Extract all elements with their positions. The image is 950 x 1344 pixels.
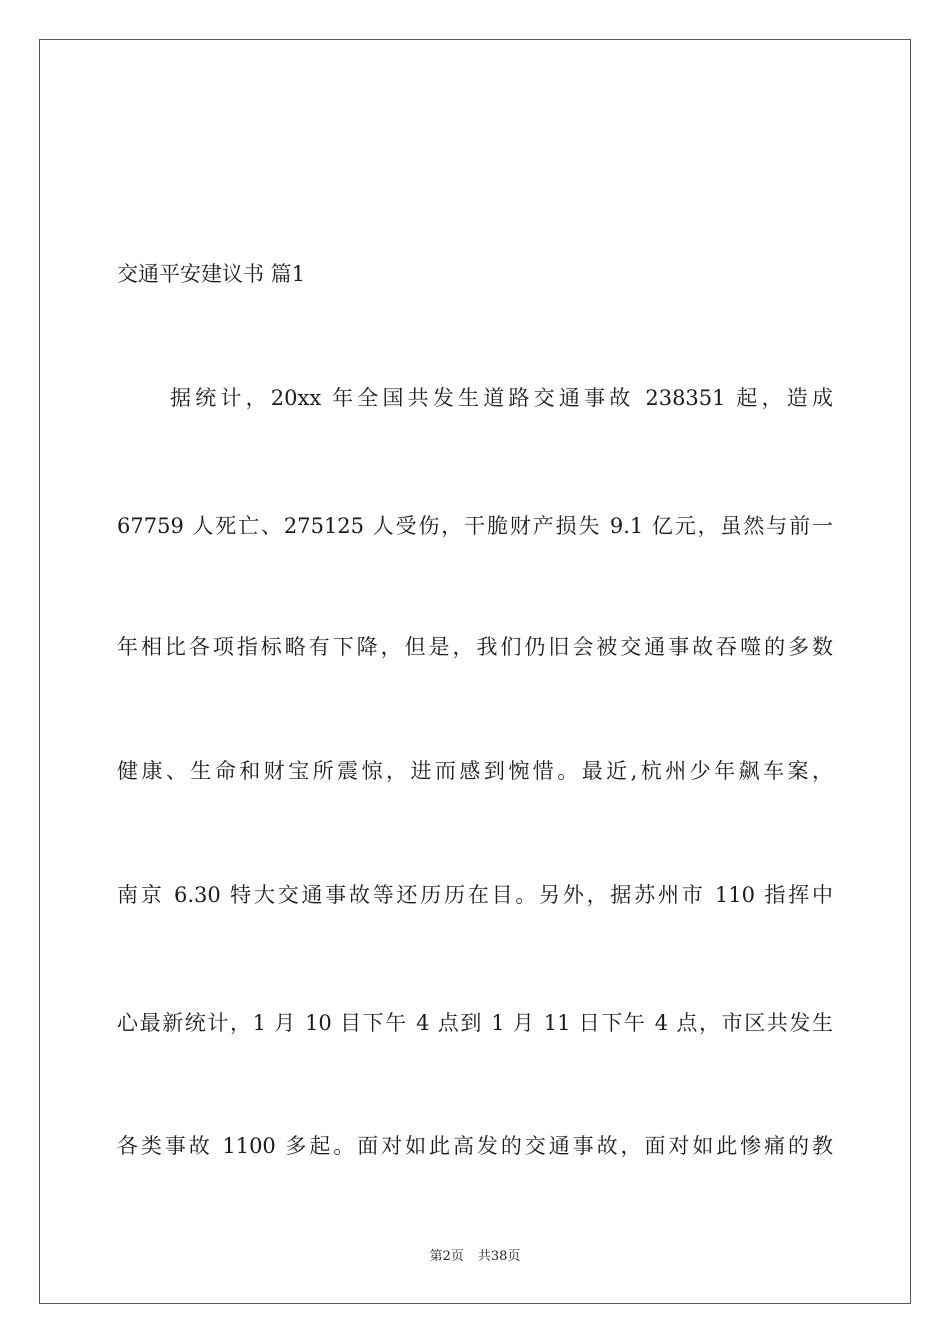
body-line-6: 心最新统计，1 月 10 目下午 4 点到 1 月 11 日下午 4 点，市区共发生: [117, 1011, 833, 1035]
body-line-3: 年相比各项指标略有下降，但是，我们仍旧会被交通事故吞噬的多数: [117, 635, 833, 659]
page-frame: [39, 39, 911, 1304]
page-footer: [0, 1248, 950, 1266]
page-number: 第2页: [429, 1249, 464, 1264]
body-line-5: 南京 6.30 特大交通事故等还历历在目。另外，据苏州市 110 指挥中: [117, 883, 833, 907]
body-line-4: 健康、生命和财宝所震惊，进而感到惋惜。最近,杭州少年飙车案，: [117, 759, 833, 783]
body-line-7: 各类事故 1100 多起。面对如此高发的交通事故，面对如此惨痛的教: [117, 1134, 833, 1158]
body-line-2: 67759 人死亡、275125 人受伤，干脆财产损失 9.1 亿元，虽然与前一: [117, 514, 833, 538]
body-line-1: 据统计，20xx 年全国共发生道路交通事故 238351 起，造成: [170, 386, 833, 410]
document-title: 交通平安建议书 篇1: [117, 262, 306, 286]
page-total: 共38页: [477, 1249, 521, 1264]
